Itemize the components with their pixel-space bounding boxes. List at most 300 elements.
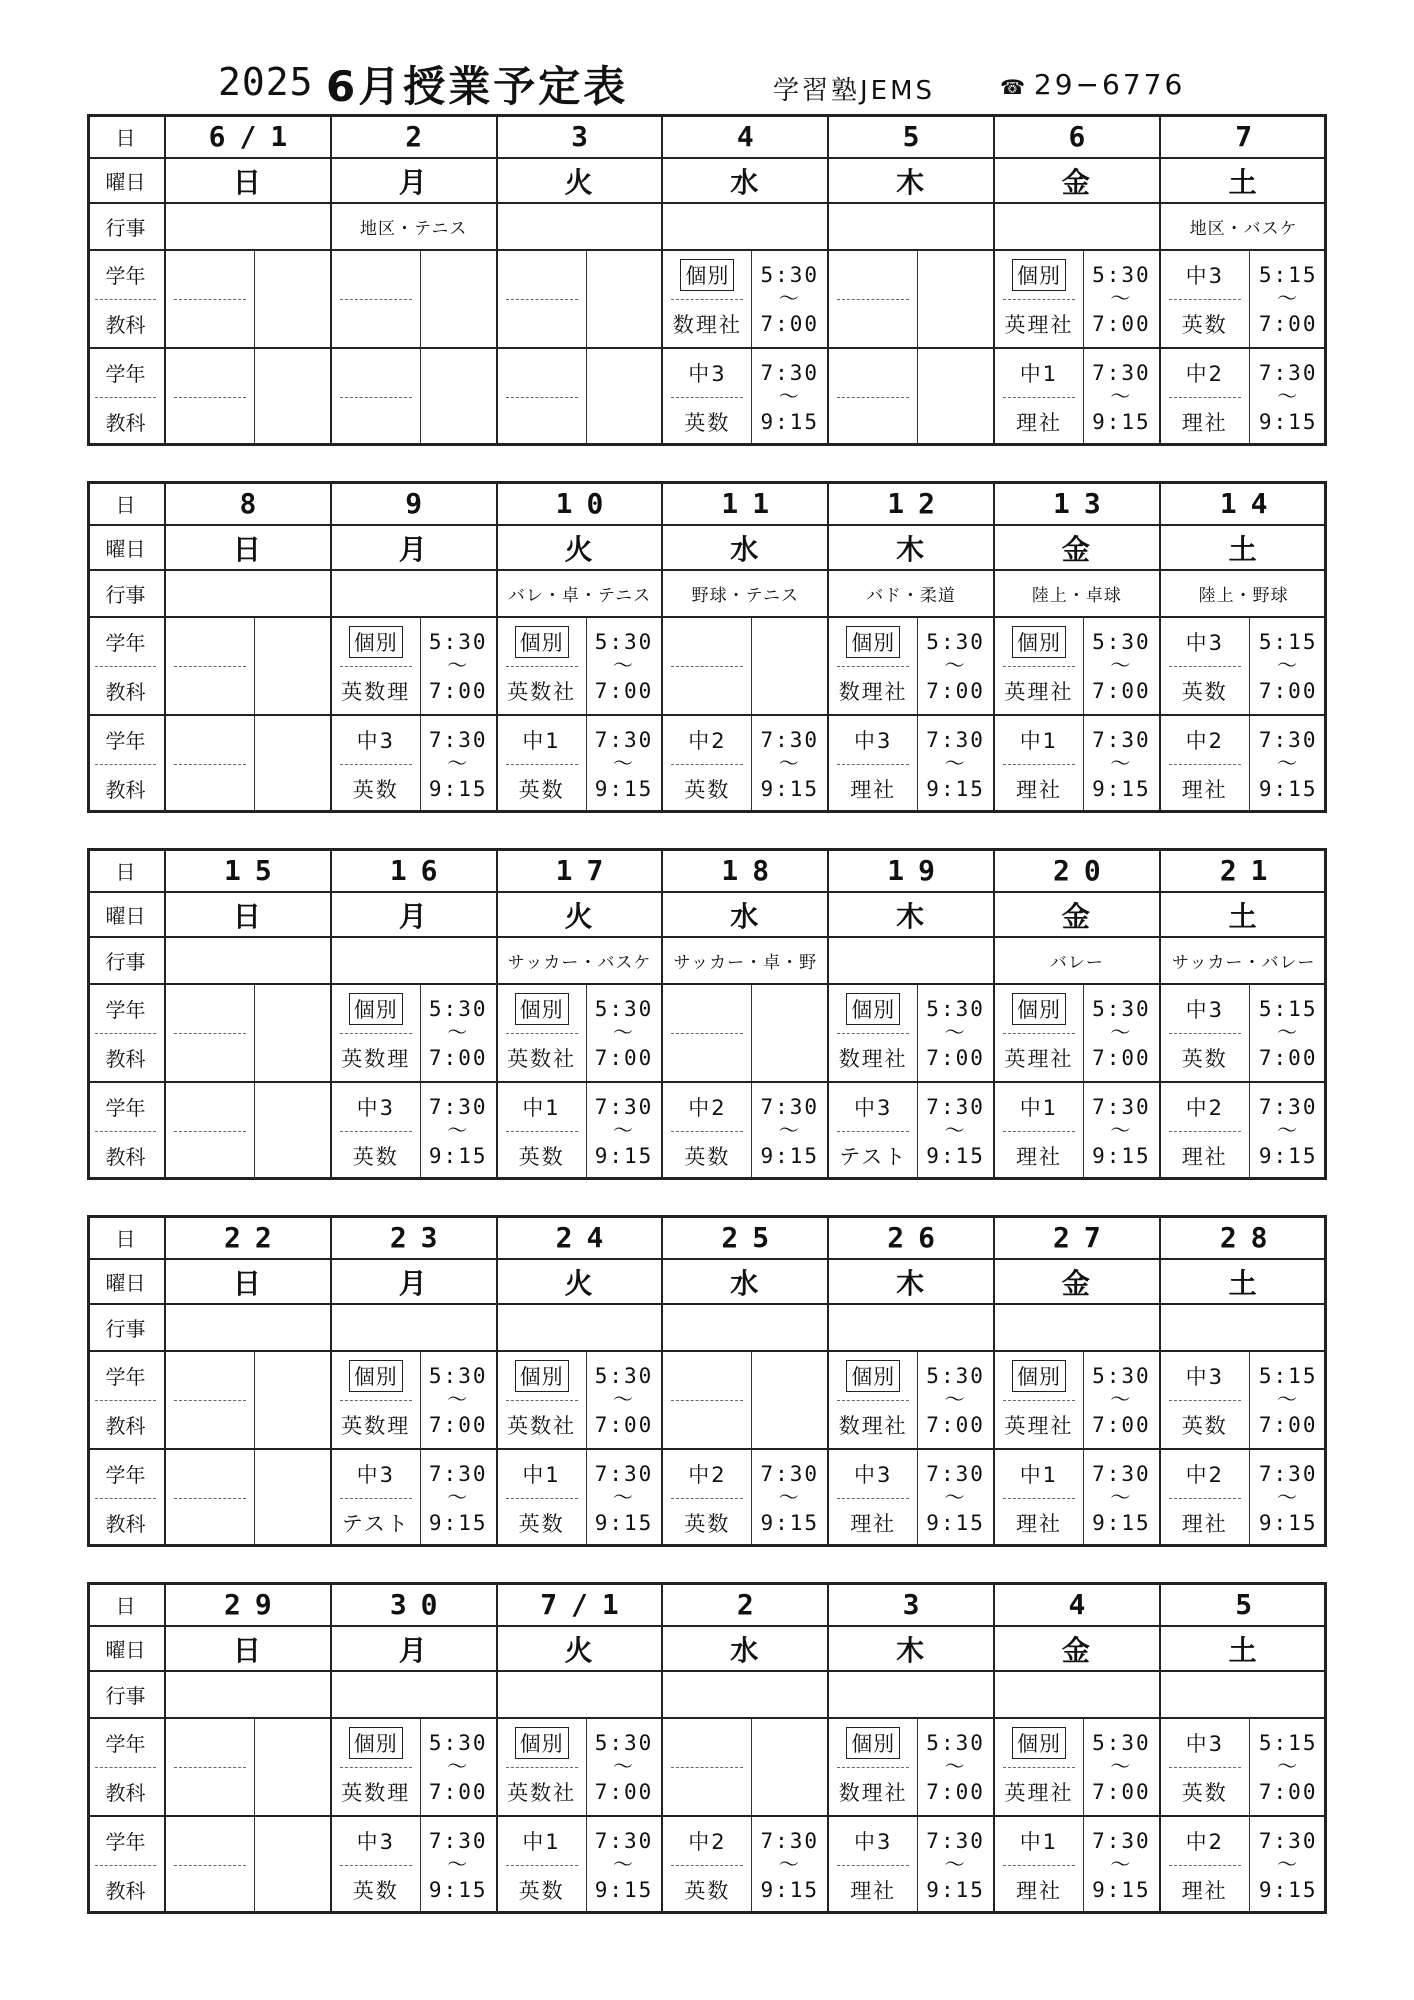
row-label-text: 教科 [105,1879,146,1903]
time-range-tilde: 〜 [447,1387,470,1411]
subject-text: 英数社 [507,680,577,704]
subject-text: 英数 [1181,1413,1228,1438]
end-time: 7:00 [1258,1412,1318,1437]
date-number: 16 [389,853,452,887]
grade-text: 中3 [356,728,395,753]
school-name: 学習塾JEMS [773,76,936,106]
weekday-name: 金 [1061,165,1092,199]
time-range-tilde: 〜 [1110,1118,1133,1142]
individual-badge: 個別 [349,1360,403,1392]
subject-text: テスト [839,1144,908,1169]
time-range-tilde: 〜 [447,1485,470,1509]
weekday-name: 日 [232,1266,263,1300]
start-time: 7:30 [594,727,654,752]
event-text: バド・柔道 [866,586,956,606]
time-range-tilde: 〜 [944,1754,967,1778]
row-label-text: 学年 [105,1365,146,1389]
subject-text: 数理社 [838,680,908,704]
time-range-tilde: 〜 [1110,1485,1133,1509]
weekday-name: 火 [564,1266,595,1300]
row-label-text: 日 [115,125,136,150]
subject-text: 英数 [684,1144,731,1169]
individual-badge: 個別 [680,259,734,291]
start-time: 5:30 [926,1730,985,1755]
end-time: 9:15 [1258,1510,1318,1535]
weekday-name: 木 [896,1266,927,1300]
time-range-tilde: 〜 [1110,384,1133,408]
start-time: 7:30 [428,1828,488,1853]
weekday-name: 水 [730,1633,761,1667]
individual-badge: 個別 [515,626,569,658]
time-range-tilde: 〜 [1277,1485,1300,1509]
weekday-name: 日 [232,532,263,566]
event-text: バレ・卓・テニス [507,586,652,606]
end-time: 9:15 [926,1877,985,1902]
weekday-name: 土 [1228,165,1259,199]
end-time: 9:15 [926,776,985,801]
start-time: 5:15 [1258,262,1318,287]
weekday-name: 月 [398,1633,429,1667]
subject-text: 理社 [1181,777,1228,802]
end-time: 9:15 [428,1877,488,1902]
end-time: 9:15 [1092,409,1151,434]
subject-text: 理社 [850,1878,897,1903]
subject-text: 英理社 [1004,313,1074,337]
start-time: 7:30 [926,1828,985,1853]
grade-text: 中1 [1019,1095,1059,1120]
date-number: 28 [1219,1220,1282,1254]
end-time: 7:00 [1258,1779,1318,1804]
week-border [87,114,1327,446]
end-time: 7:00 [594,678,654,703]
time-range-tilde: 〜 [447,1118,470,1142]
start-time: 5:30 [1092,629,1151,654]
weekday-name: 火 [564,165,595,199]
time-range-tilde: 〜 [612,751,635,775]
end-time: 9:15 [428,776,488,801]
time-range-tilde: 〜 [944,1020,967,1044]
time-range-tilde: 〜 [447,1020,470,1044]
row-label-text: 教科 [105,313,146,337]
end-time: 9:15 [1258,1877,1318,1902]
end-time: 9:15 [926,1510,985,1535]
row-label-text: 行事 [105,216,146,240]
weekday-name: 月 [398,899,429,933]
start-time: 5:30 [594,1730,654,1755]
start-time: 7:30 [1092,1094,1151,1119]
time-range-tilde: 〜 [1110,653,1133,677]
end-time: 7:00 [428,1779,488,1804]
end-time: 7:00 [428,1412,488,1437]
subject-text: 英数 [684,1511,731,1536]
time-range-tilde: 〜 [1110,1852,1133,1876]
time-range-tilde: 〜 [447,653,470,677]
row-label-text: 学年 [105,998,146,1022]
subject-text: 英数 [1181,679,1228,704]
grade-text: 中2 [688,1095,727,1120]
row-label-text: 日 [115,1226,136,1251]
grade-text: 中2 [1185,1095,1224,1120]
subject-text: 英数 [684,777,731,802]
date-number: 27 [1053,1220,1115,1254]
week-table [87,481,1327,813]
start-time: 7:30 [760,1094,820,1119]
row-label-text: 学年 [105,729,146,753]
end-time: 9:15 [1092,1510,1151,1535]
weekday-name: 水 [730,1266,761,1300]
row-label-text: 教科 [105,1047,146,1071]
date-number: 26 [887,1220,949,1254]
individual-badge: 個別 [846,626,900,658]
subject-text: 英数 [1181,1780,1228,1805]
start-time: 7:30 [926,1461,985,1486]
individual-badge: 個別 [846,1727,900,1759]
weekday-name: 土 [1228,1266,1259,1300]
end-time: 7:00 [1092,1045,1151,1070]
grade-text: 中3 [1185,997,1224,1022]
subject-text: テスト [341,1511,410,1536]
event-text: サッカー・バレー [1171,953,1316,973]
start-time: 5:30 [760,262,820,287]
grade-text: 中2 [1185,728,1224,753]
time-range-tilde: 〜 [1277,751,1300,775]
end-time: 9:15 [760,1510,820,1535]
start-time: 7:30 [594,1461,654,1486]
start-time: 7:30 [594,1828,654,1853]
subject-text: 英数理 [341,1781,411,1805]
individual-badge: 個別 [349,993,403,1025]
weekday-name: 木 [896,1633,927,1667]
row-label-text: 学年 [105,362,146,386]
row-label-text: 教科 [105,1414,146,1438]
subject-text: 理社 [1181,1511,1228,1536]
time-range-tilde: 〜 [944,1387,967,1411]
end-time: 7:00 [926,1779,985,1804]
date-number: 24 [555,1220,618,1254]
date-number: 3 [902,1587,934,1621]
subject-text: 英理社 [1004,1414,1074,1438]
schedule-year: 2025 [218,60,314,104]
time-range-tilde: 〜 [944,1485,967,1509]
individual-badge: 個別 [846,993,900,1025]
week-table [87,1215,1327,1547]
subject-text: 英理社 [1004,1047,1074,1071]
date-number: 21 [1219,853,1282,887]
end-time: 7:00 [594,1779,654,1804]
date-number: 13 [1053,486,1115,520]
event-text: 陸上・野球 [1198,586,1289,606]
date-number: 2 [405,119,437,153]
time-range-tilde: 〜 [612,1754,635,1778]
row-label-text: 曜日 [105,1271,146,1295]
end-time: 9:15 [594,1143,654,1168]
week-border [87,481,1327,813]
time-range-tilde: 〜 [447,1754,470,1778]
event-text: 地区・テニス [360,219,468,239]
weekday-name: 火 [564,899,595,933]
time-range-tilde: 〜 [944,1852,967,1876]
phone-number [1000,68,1185,101]
subject-text: 理社 [1181,410,1228,435]
start-time: 5:30 [428,996,488,1021]
start-time: 5:30 [1092,1363,1151,1388]
subject-text: 理社 [850,777,897,802]
subject-text: 理社 [1015,1878,1062,1903]
end-time: 9:15 [594,1510,654,1535]
event-text: バレー [1049,953,1104,973]
schedule-title: 6月授業予定表 [326,62,629,111]
row-label-text: 教科 [105,411,146,435]
weekday-name: 木 [896,165,927,199]
time-range-tilde: 〜 [944,653,967,677]
date-number: 20 [1053,853,1115,887]
grade-text: 中3 [854,1829,893,1854]
weekday-name: 木 [896,532,927,566]
end-time: 9:15 [926,1143,985,1168]
start-time: 7:30 [926,1094,985,1119]
subject-text: 英数 [352,1144,399,1169]
grade-text: 中2 [1185,361,1224,386]
individual-badge: 個別 [515,1360,569,1392]
weekday-name: 水 [730,899,761,933]
subject-text: 英数 [518,1511,565,1536]
subject-text: 英数理 [341,1047,411,1071]
grade-text: 中3 [688,361,727,386]
start-time: 7:30 [1258,1094,1318,1119]
subject-text: 英理社 [1004,1781,1074,1805]
date-number: 7 [1235,119,1267,153]
end-time: 9:15 [1258,1143,1318,1168]
row-label-text: 学年 [105,1830,146,1854]
date-number: 7/1 [540,1587,633,1621]
end-time: 7:00 [1258,1045,1318,1070]
start-time: 5:30 [926,1363,985,1388]
time-range-tilde: 〜 [944,1118,967,1142]
date-number: 14 [1219,486,1282,520]
time-range-tilde: 〜 [778,286,801,310]
start-time: 5:15 [1258,1363,1318,1388]
start-time: 7:30 [1092,1828,1151,1853]
time-range-tilde: 〜 [778,384,801,408]
weekday-name: 火 [564,532,595,566]
start-time: 7:30 [760,727,820,752]
phone-number-text: 29−6776 [1033,68,1186,101]
grade-text: 中1 [522,1462,561,1487]
start-time: 7:30 [1258,1828,1318,1853]
subject-text: 英数 [1181,312,1228,337]
week-table [87,848,1327,1180]
subject-text: 理社 [1015,1511,1062,1536]
grade-text: 中3 [1185,630,1224,655]
weekday-name: 金 [1061,532,1092,566]
start-time: 5:30 [594,1363,654,1388]
date-number: 30 [389,1587,452,1621]
time-range-tilde: 〜 [944,751,967,775]
row-label-text: 曜日 [105,1638,146,1662]
end-time: 9:15 [1092,1143,1151,1168]
start-time: 5:30 [428,1730,488,1755]
start-time: 7:30 [760,360,820,385]
weekday-name: 金 [1061,899,1092,933]
subject-text: 英数理 [341,1414,411,1438]
individual-badge: 個別 [1012,1360,1066,1392]
subject-text: 理社 [850,1511,897,1536]
date-number: 17 [555,853,618,887]
end-time: 9:15 [760,1143,820,1168]
row-label-text: 曜日 [105,537,146,561]
time-range-tilde: 〜 [1110,1020,1133,1044]
end-time: 7:00 [594,1045,654,1070]
row-label-text: 教科 [105,1512,146,1536]
row-label-text: 教科 [105,680,146,704]
row-label-text: 教科 [105,778,146,802]
end-time: 9:15 [760,776,820,801]
date-number: 2 [736,1587,768,1621]
subject-text: 英数 [352,1878,399,1903]
end-time: 7:00 [1092,1779,1151,1804]
time-range-tilde: 〜 [1277,286,1300,310]
date-number: 6 [1068,119,1100,153]
time-range-tilde: 〜 [778,1852,801,1876]
start-time: 5:30 [428,629,488,654]
event-text: サッカー・卓・野 [673,953,818,973]
start-time: 5:30 [428,1363,488,1388]
weekday-name: 水 [730,165,761,199]
end-time: 9:15 [594,776,654,801]
end-time: 9:15 [1258,409,1318,434]
subject-text: 英数 [518,1878,565,1903]
end-time: 9:15 [1092,1877,1151,1902]
start-time: 7:30 [428,1094,488,1119]
week-border [87,1215,1327,1547]
end-time: 7:00 [1258,311,1318,336]
event-text: 陸上・卓球 [1031,586,1122,606]
time-range-tilde: 〜 [447,1852,470,1876]
time-range-tilde: 〜 [1110,751,1133,775]
individual-badge: 個別 [349,1727,403,1759]
weekday-name: 日 [232,899,263,933]
weekday-name: 木 [896,899,927,933]
date-number: 11 [721,486,784,520]
date-number: 6/1 [208,119,302,153]
start-time: 5:15 [1258,996,1318,1021]
weekday-name: 金 [1061,1633,1092,1667]
week-border [87,848,1327,1180]
row-label-text: 学年 [105,264,146,288]
grade-text: 中2 [688,728,727,753]
individual-badge: 個別 [1012,626,1066,658]
row-label-text: 日 [115,1593,136,1618]
start-time: 7:30 [1092,360,1151,385]
individual-badge: 個別 [846,1360,900,1392]
row-label-text: 日 [115,492,136,517]
end-time: 7:00 [1092,678,1151,703]
grade-text: 中3 [854,728,893,753]
time-range-tilde: 〜 [1110,1387,1133,1411]
grade-text: 中3 [1185,1731,1224,1756]
grade-text: 中1 [522,1095,561,1120]
weekday-name: 月 [398,532,429,566]
end-time: 7:00 [428,1045,488,1070]
time-range-tilde: 〜 [778,1118,801,1142]
end-time: 7:00 [1258,678,1318,703]
subject-text: 数理社 [838,1414,908,1438]
individual-badge: 個別 [1012,259,1066,291]
subject-text: 英数 [684,1878,731,1903]
subject-text: 英数 [518,777,565,802]
grade-text: 中1 [1019,1462,1059,1487]
row-label-text: 行事 [105,950,146,974]
date-number: 9 [405,486,437,520]
end-time: 9:15 [1258,776,1318,801]
subject-text: 英理社 [1004,680,1074,704]
subject-text: 数理社 [838,1047,908,1071]
grade-text: 中2 [1185,1462,1224,1487]
subject-text: 英数理 [341,680,411,704]
subject-text: 英数 [684,410,731,435]
grade-text: 中3 [854,1462,893,1487]
individual-badge: 個別 [1012,993,1066,1025]
date-number: 22 [224,1220,286,1254]
subject-text: 英数社 [507,1414,577,1438]
grade-text: 中1 [1019,1829,1059,1854]
subject-text: 理社 [1015,1144,1062,1169]
weekday-name: 土 [1228,899,1259,933]
grade-text: 中1 [522,1829,561,1854]
end-time: 7:00 [760,311,820,336]
subject-text: 数理社 [838,1781,908,1805]
date-number: 18 [721,853,784,887]
individual-badge: 個別 [1012,1727,1066,1759]
time-range-tilde: 〜 [778,1485,801,1509]
time-range-tilde: 〜 [1277,1387,1300,1411]
weekday-name: 金 [1061,1266,1092,1300]
weekday-name: 日 [232,165,263,199]
start-time: 7:30 [926,727,985,752]
date-number: 4 [1068,1587,1100,1621]
event-text: サッカー・バスケ [507,953,652,973]
subject-text: 理社 [1181,1878,1228,1903]
weekday-name: 日 [232,1633,263,1667]
date-number: 10 [555,486,618,520]
date-number: 3 [571,119,602,153]
subject-text: 数理社 [672,313,742,337]
subject-text: 英数 [352,777,399,802]
week-border [87,1582,1327,1914]
start-time: 7:30 [594,1094,654,1119]
row-label-text: 曜日 [105,170,146,194]
time-range-tilde: 〜 [1277,1118,1300,1142]
end-time: 7:00 [926,1045,985,1070]
end-time: 9:15 [760,409,820,434]
row-label-text: 学年 [105,1096,146,1120]
row-label-text: 教科 [105,1781,146,1805]
start-time: 5:30 [926,996,985,1021]
start-time: 7:30 [428,1461,488,1486]
start-time: 7:30 [1258,1461,1318,1486]
weekday-name: 火 [564,1633,595,1667]
row-label-text: 学年 [105,1463,146,1487]
date-number: 5 [902,119,934,153]
start-time: 5:30 [1092,1730,1151,1755]
date-number: 15 [224,853,286,887]
start-time: 7:30 [1258,360,1318,385]
time-range-tilde: 〜 [1277,1852,1300,1876]
time-range-tilde: 〜 [1277,1754,1300,1778]
time-range-tilde: 〜 [612,1852,635,1876]
time-range-tilde: 〜 [1277,653,1300,677]
row-label-text: 行事 [105,1684,146,1708]
